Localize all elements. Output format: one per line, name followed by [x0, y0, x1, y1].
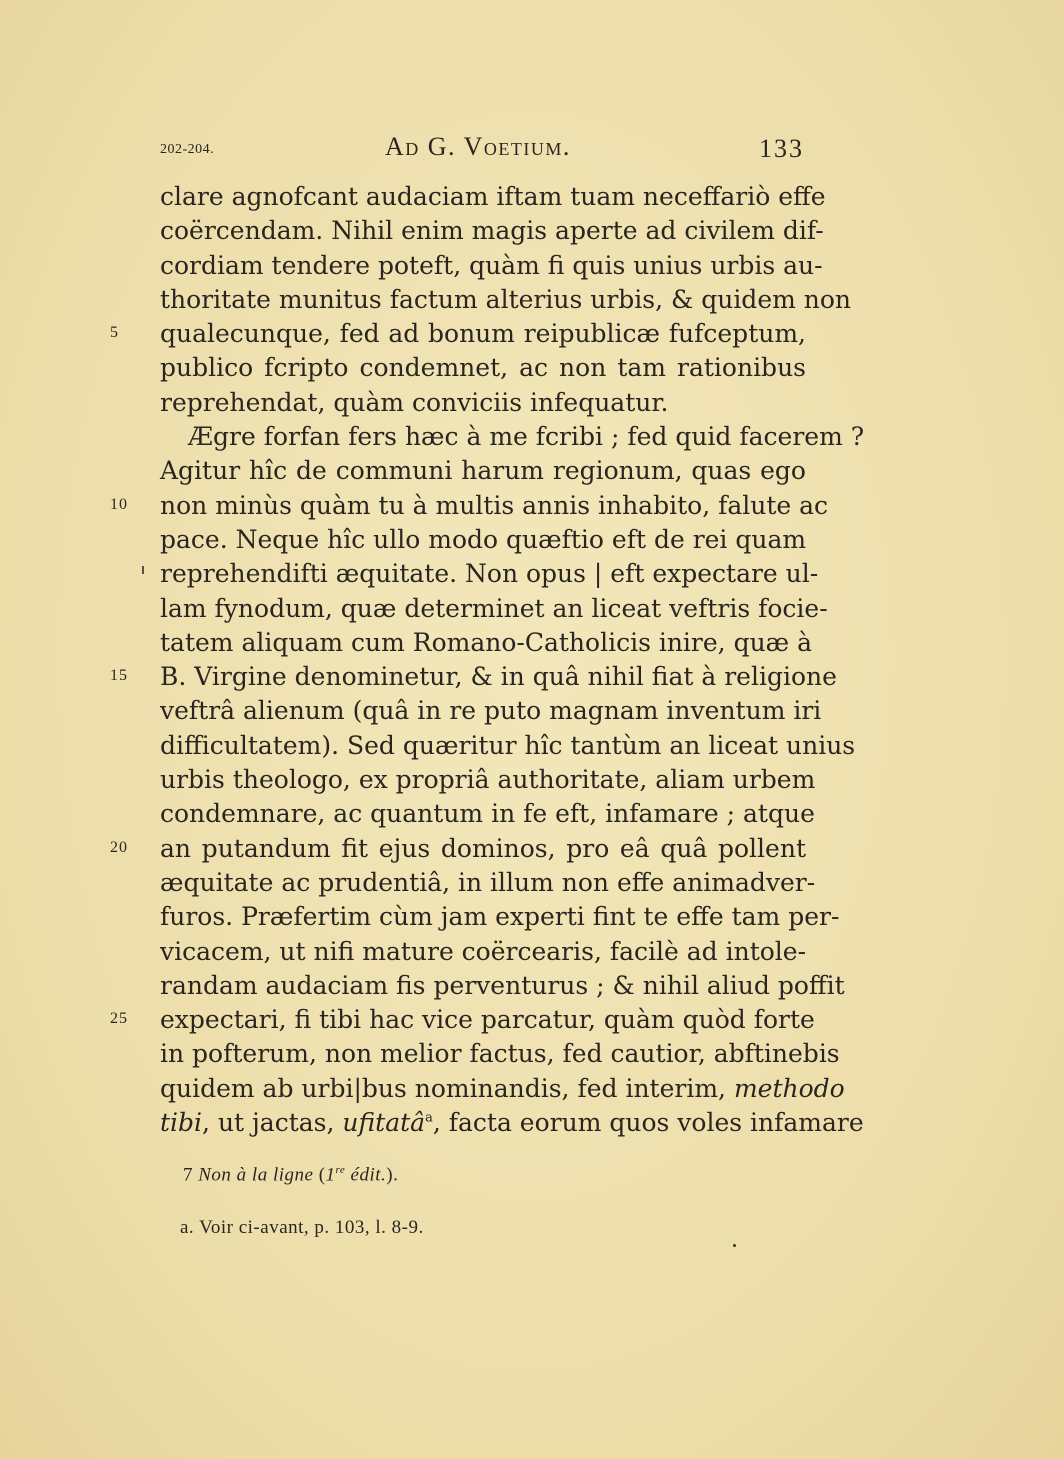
line-segment: facta eorum quos voles infamare [448, 1108, 864, 1138]
italic-word: ufitatâ [342, 1108, 426, 1138]
footnote-7 [183, 1164, 398, 1186]
italic-word: methodo [733, 1073, 845, 1103]
running-head [160, 132, 810, 168]
edition-sup: re [335, 1164, 346, 1176]
edition-number: 1 [325, 1164, 336, 1186]
text-line: reprehendifti æquitate. Non opus | eft expectare ul- [160, 559, 819, 589]
body-text [160, 180, 865, 1140]
text-line: in pofterum, non melior factus, fed cautior, abftinebis [160, 1039, 840, 1069]
text-line: clare agnofcant audaciam iftam tuam neceffariò effe [160, 182, 826, 211]
text-line: non minùs quàm tu à multis annis inhabito, falute ac [160, 490, 829, 520]
text-line: Agitur hîc de communi harum regionum, quas ego [160, 456, 806, 486]
text-line: furos. Præfertim cùm jam experti fint te effe tam per- [160, 902, 840, 932]
text-line: lam fynodum, quæ determinet an liceat veftris focie- [160, 593, 828, 623]
line-number: 20 [110, 839, 128, 856]
text-line: B. Virgine denominetur, & in quâ nihil fiat à religione [160, 662, 837, 692]
text-line: cordiam tendere poteft, quàm fi quis unius urbis au- [160, 250, 823, 280]
text-line: an putandum fit ejus dominos, pro eâ quâ pollent [160, 833, 806, 863]
text-line: tatem aliquam cum Romano-Catholicis inire, quæ à [160, 627, 813, 657]
text-line: reprehendat, quàm conviciis infequatur. [160, 387, 669, 417]
text-line: condemnare, ac quantum in fe eft, infamare ; atque [160, 799, 815, 829]
text-line: randam audaciam fis perventurus ; & nihil aliud poffit [160, 970, 845, 1000]
text-line: urbis theologo, ex propriâ authoritate, aliam urbem [160, 765, 816, 795]
line-segment: quidem ab urbi|bus nominandis, fed interim, [160, 1073, 726, 1103]
text-line: expectari, fi tibi hac vice parcatur, quàm quòd forte [160, 1005, 815, 1035]
line-number: 25 [110, 1010, 128, 1027]
page-range: 202-204. [160, 142, 215, 157]
text-line: tibi, ut jactas, ufitatâ$^a$, facta eorum quos voles infamare [160, 1108, 864, 1138]
running-title: Ad G. Voetium. [385, 132, 571, 161]
text-line [160, 1072, 845, 1106]
page-number: 133 [759, 134, 804, 163]
italic-word: tibi [160, 1108, 203, 1138]
margin-mark [142, 566, 144, 574]
text-line: difficultatem). Sed quæritur hîc tantùm an liceat unius [160, 730, 856, 760]
footnote-number: 7 [183, 1164, 193, 1186]
text-line: qualecunque, fed ad bonum reipublicæ fufceptum, [160, 319, 806, 349]
text-line: veftrâ alienum (quâ in re puto magnam inventum iri [160, 696, 822, 726]
line-segment: ut jactas, [217, 1108, 335, 1138]
line-number: 5 [110, 324, 119, 341]
text-line: pace. Neque hîc ullo modo quæftio eft de rei quam [160, 524, 807, 554]
text-line: publico fcripto condemnet, ac non tam rationibus [160, 353, 806, 383]
footnote-a: a. Voir ci-avant, p. 103, l. 8-9. [180, 1217, 424, 1238]
line-number: 10 [110, 496, 128, 513]
text-line: coërcendam. Nihil enim magis aperte ad civilem dif- [160, 216, 824, 246]
edition-text: édit. [345, 1164, 387, 1186]
text-line: thoritate munitus factum alterius urbis, & quidem non [160, 284, 852, 314]
footnote-paren: ). [386, 1164, 399, 1186]
footnote-ref: a [425, 1110, 433, 1126]
text-line: Ægre forfan fers hæc à me fcribi ; fed quid facerem ? [188, 422, 865, 452]
line-number: 15 [110, 667, 128, 684]
text-line: æquitate ac prudentiâ, in illum non effe animadver- [160, 867, 816, 897]
footnote-paren: ( [318, 1164, 326, 1186]
page-speck [733, 1244, 736, 1247]
footnote-italic: Non à la ligne [198, 1164, 314, 1186]
text-line: vicacem, ut nifi mature coërcearis, facilè ad intole- [160, 936, 807, 966]
